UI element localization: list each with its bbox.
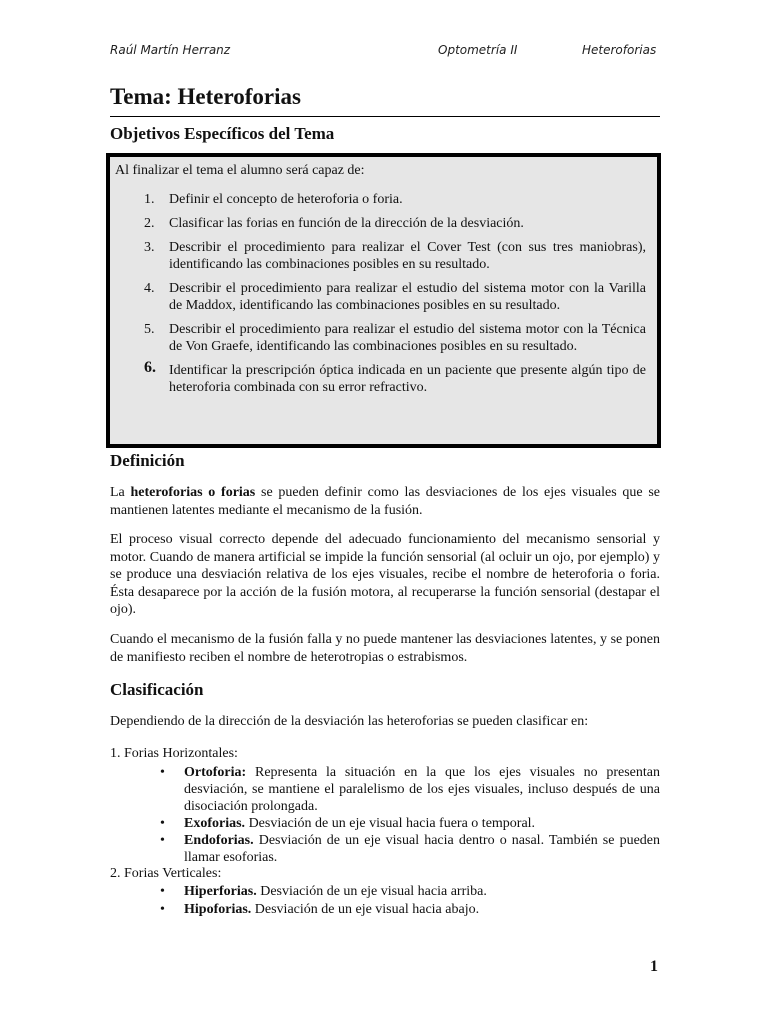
objective-text: Definir el concepto de heteroforia o foria. bbox=[169, 192, 403, 207]
term-description: Representa la situación en la que los ejes visuales no presentan desviación, se mantiene el paralelismo de los ejes visuales, incluso después de una disociación prolongada. bbox=[184, 765, 660, 814]
term-description: Desviación de un eje visual hacia fuera o temporal. bbox=[245, 816, 536, 831]
header-author: Raúl Martín Herranz bbox=[110, 43, 231, 57]
definition-paragraph-3: Cuando el mecanismo de la fusión falla y no puede mantener las desviaciones latentes, y se ponen de manifiesto reciben el nombre de heterotropias o estrabismos. bbox=[110, 632, 660, 665]
header-topic: Heteroforias bbox=[582, 43, 657, 57]
objective-item bbox=[110, 191, 657, 208]
paragraph-text: La bbox=[110, 485, 131, 500]
term-hiperforias: Hiperforias. bbox=[184, 884, 257, 899]
classification-heading: Clasificación bbox=[110, 680, 204, 699]
term-endoforias: Endoforias. bbox=[184, 833, 254, 848]
objective-item bbox=[110, 321, 657, 355]
objective-number: 6. bbox=[144, 359, 156, 376]
vertical-forias-label: 2. Forias Verticales: bbox=[110, 866, 222, 881]
objective-text: Clasificar las forias en función de la dirección de la desviación. bbox=[169, 216, 524, 231]
bullet-icon: • bbox=[160, 902, 165, 917]
bullet-icon: • bbox=[160, 833, 165, 848]
bullet-icon: • bbox=[160, 765, 165, 780]
objective-number: 2. bbox=[144, 216, 155, 231]
bullet-hiperforias bbox=[160, 883, 660, 900]
term-description: Desviación de un eje visual hacia abajo. bbox=[251, 902, 480, 917]
objective-number: 1. bbox=[144, 192, 155, 207]
horizontal-forias-label: 1. Forias Horizontales: bbox=[110, 746, 238, 761]
definition-paragraph-2: El proceso visual correcto depende del adecuado funcionamiento del mecanismo sensorial y motor. Cuando de manera artificial se impide la función sensorial (al ocluir un ojo, por ejemplo) y se produce una desviación relativa de los ejes visuales, recibe el nombre de heteroforia o foria. Ésta desaparece por la acción de la fusión motora, al recuperarse la función sensorial (destapar el ojo). bbox=[110, 532, 660, 617]
bullet-endoforias bbox=[160, 832, 660, 866]
objective-item bbox=[110, 280, 657, 314]
objective-number: 5. bbox=[144, 322, 155, 337]
bullet-icon: • bbox=[160, 816, 165, 831]
objective-text: Describir el procedimiento para realizar el Cover Test (con sus tres maniobras), identificando las combinaciones posibles en su resultado. bbox=[169, 240, 646, 272]
bullet-exoforias bbox=[160, 815, 660, 832]
objectives-intro: Al finalizar el tema el alumno será capaz de: bbox=[115, 163, 365, 178]
page-number: 1 bbox=[650, 958, 658, 975]
classification-intro: Dependiendo de la dirección de la desviación las heteroforias se pueden clasificar en: bbox=[110, 714, 589, 729]
term-exoforias: Exoforias. bbox=[184, 816, 246, 831]
header-course: Optometría II bbox=[438, 43, 518, 57]
objective-item bbox=[110, 215, 657, 232]
objective-text: Identificar la prescripción óptica indicada en un paciente que presente algún tipo de heteroforia combinada con su error refractivo. bbox=[169, 363, 646, 395]
objective-number: 4. bbox=[144, 281, 155, 296]
term-description: Desviación de un eje visual hacia arriba. bbox=[256, 884, 487, 899]
term-heteroforias: heteroforias o forias bbox=[130, 485, 256, 500]
term-ortoforia: Ortoforia: bbox=[184, 765, 247, 780]
title-underline bbox=[110, 116, 660, 117]
bullet-hipoforias bbox=[160, 901, 660, 918]
objective-item bbox=[110, 239, 657, 273]
objective-number: 3. bbox=[144, 240, 155, 255]
paragraph-text: se pueden definir como las desviaciones de los ejes visuales que se mantienen latentes mediante el mecanismo de la fusión. bbox=[110, 485, 661, 518]
term-hipoforias: Hipoforias. bbox=[184, 902, 252, 917]
objective-text: Describir el procedimiento para realizar el estudio del sistema motor con la Técnica de Von Graefe, identificando las combinaciones posibles en su resultado. bbox=[169, 322, 646, 354]
definition-paragraph-1 bbox=[110, 484, 660, 519]
page-title: Tema: Heteroforias bbox=[110, 84, 301, 109]
bullet-ortoforia bbox=[160, 764, 660, 815]
definition-heading: Definición bbox=[110, 451, 185, 470]
objective-text: Describir el procedimiento para realizar el estudio del sistema motor con la Varilla de Maddox, identificando las combinaciones posibles en su resultado. bbox=[169, 281, 646, 313]
objective-item bbox=[110, 359, 657, 396]
objectives-list bbox=[110, 191, 657, 403]
term-description: Desviación de un eje visual hacia dentro o nasal. También se pueden llamar esoforias. bbox=[184, 833, 660, 865]
bullet-icon: • bbox=[160, 884, 165, 899]
objectives-heading: Objetivos Específicos del Tema bbox=[110, 124, 335, 143]
objectives-box bbox=[106, 153, 661, 448]
